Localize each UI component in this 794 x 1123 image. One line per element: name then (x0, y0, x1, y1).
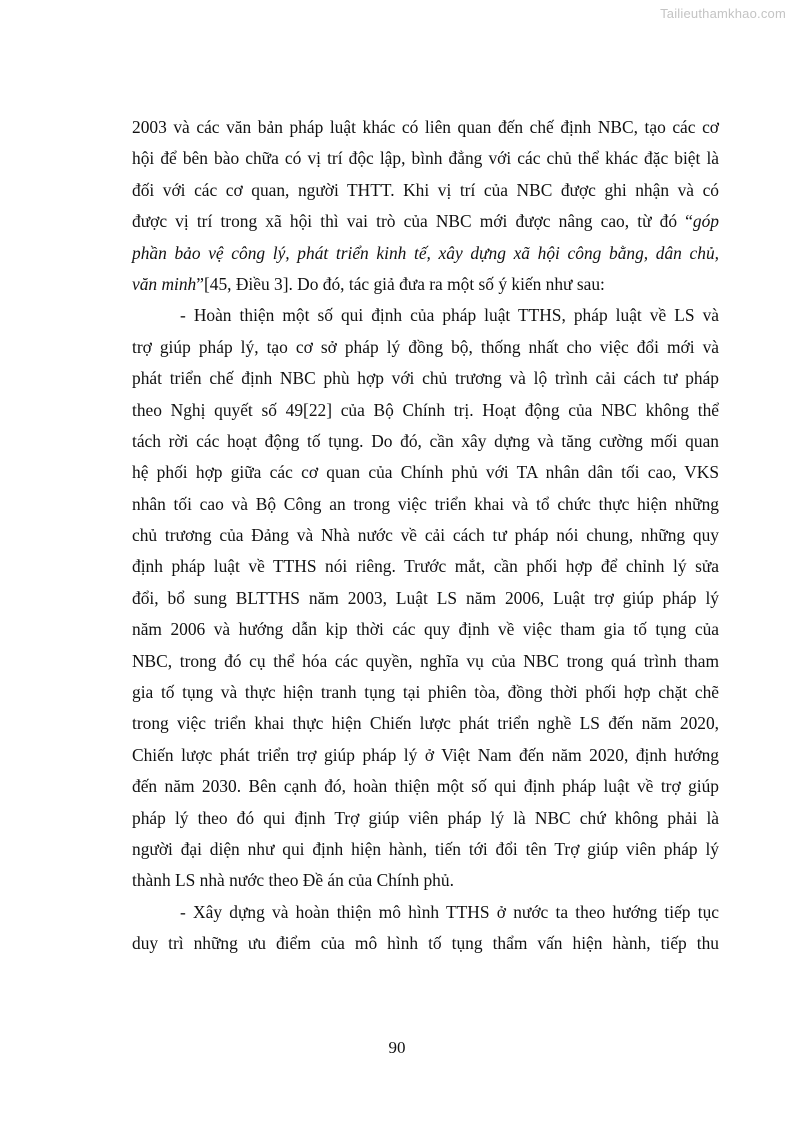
text-line: 2003 và các văn bản pháp luật khác có liên quan đến chế định NBC, tạo các cơ (132, 117, 719, 137)
text-line: năm 2006 và hướng dẫn kịp thời các quy định về việc tham gia tố tụng của (132, 619, 719, 640)
page-number: 90 (388, 1038, 406, 1057)
text-line: duy trì những ưu điểm của mô hình tố tụng thẩm vấn hiện hành, tiếp thu (132, 933, 719, 954)
text-line (132, 269, 719, 300)
text-line: chủ trương của Đảng và Nhà nước về cải cách tư pháp nói chung, những quy (132, 525, 719, 546)
watermark: Tailieuthamkhao.com (660, 6, 786, 21)
text-line: NBC, trong đó cụ thể hóa các quyền, nghĩa vụ của NBC trong quá trình tham (132, 650, 719, 671)
text-line: - Hoàn thiện một số qui định của pháp luật TTHS, pháp luật về LS và (180, 305, 719, 326)
text-line: theo Nghị quyết số 49[22] của Bộ Chính trị. Hoạt động của NBC không thể (132, 399, 719, 420)
text-line: pháp lý theo đó qui định Trợ giúp viên pháp lý là NBC chứ không phải là (132, 807, 719, 828)
text-line: trong việc triển khai thực hiện Chiến lược phát triển nghề LS đến năm 2020, (132, 713, 719, 734)
text-line (132, 238, 719, 269)
text-line: gia tố tụng và thực hiện tranh tụng tại phiên tòa, đồng thời phối hợp chặt chẽ (132, 682, 719, 703)
text-line: Chiến lược phát triển trợ giúp pháp lý ở Việt Nam đến năm 2020, định hướng (132, 744, 719, 765)
text-line: hội để bên bào chữa có vị trí độc lập, bình đẳng với các chủ thể khác đặc biệt là (132, 148, 719, 169)
text-line: phát triển chế định NBC phù hợp với chủ trương và lộ trình cải cách tư pháp (132, 368, 719, 389)
text-run: ”[45, Điều 3]. Do đó, tác giả đưa ra một số ý kiến như sau: (196, 273, 605, 294)
text-line: định pháp luật về TTHS nói riêng. Trước mắt, cần phối hợp để chỉnh lý sửa (132, 556, 719, 577)
text-line: đổi, bổ sung BLTTHS năm 2003, Luật LS năm 2006, Luật trợ giúp pháp lý (132, 587, 719, 608)
text-line: tách rời các hoạt động tố tụng. Do đó, cần xây dựng và tăng cường mối quan (132, 430, 719, 451)
text-line: - Xây dựng và hoàn thiện mô hình TTHS ở nước ta theo hướng tiếp tục (180, 901, 719, 922)
text-line: đến năm 2030. Bên cạnh đó, hoàn thiện một số qui định pháp luật về trợ giúp (132, 776, 719, 797)
text-line: đối với các cơ quan, người THTT. Khi vị trí của NBC được ghi nhận và có (132, 179, 719, 200)
text-run: được vị trí trong xã hội thì vai trò của NBC mới được nâng cao, từ đó “ (132, 211, 693, 232)
quote-italic-run: văn minh (132, 273, 197, 294)
text-line: hệ phối hợp giữa các cơ quan của Chính phủ với TA nhân dân tối cao, VKS (132, 462, 719, 483)
text-line: thành LS nhà nước theo Đề án của Chính phủ. (132, 870, 454, 891)
quote-italic-run: phần bảo vệ công lý, phát triển kinh tế, xây dựng xã hội công bằng, dân chủ, (132, 242, 719, 263)
document-body (132, 112, 719, 960)
quote-italic-run: góp (692, 211, 719, 232)
text-line (132, 206, 719, 237)
text-line: nhân tối cao và Bộ Công an trong việc triển khai và tổ chức thực hiện những (132, 493, 719, 514)
text-line: người đại diện như qui định hiện hành, tiến tới đổi tên Trợ giúp viên pháp lý (132, 838, 719, 859)
text-line: trợ giúp pháp lý, tạo cơ sở pháp lý đồng bộ, thống nhất cho việc đổi mới và (132, 336, 719, 357)
